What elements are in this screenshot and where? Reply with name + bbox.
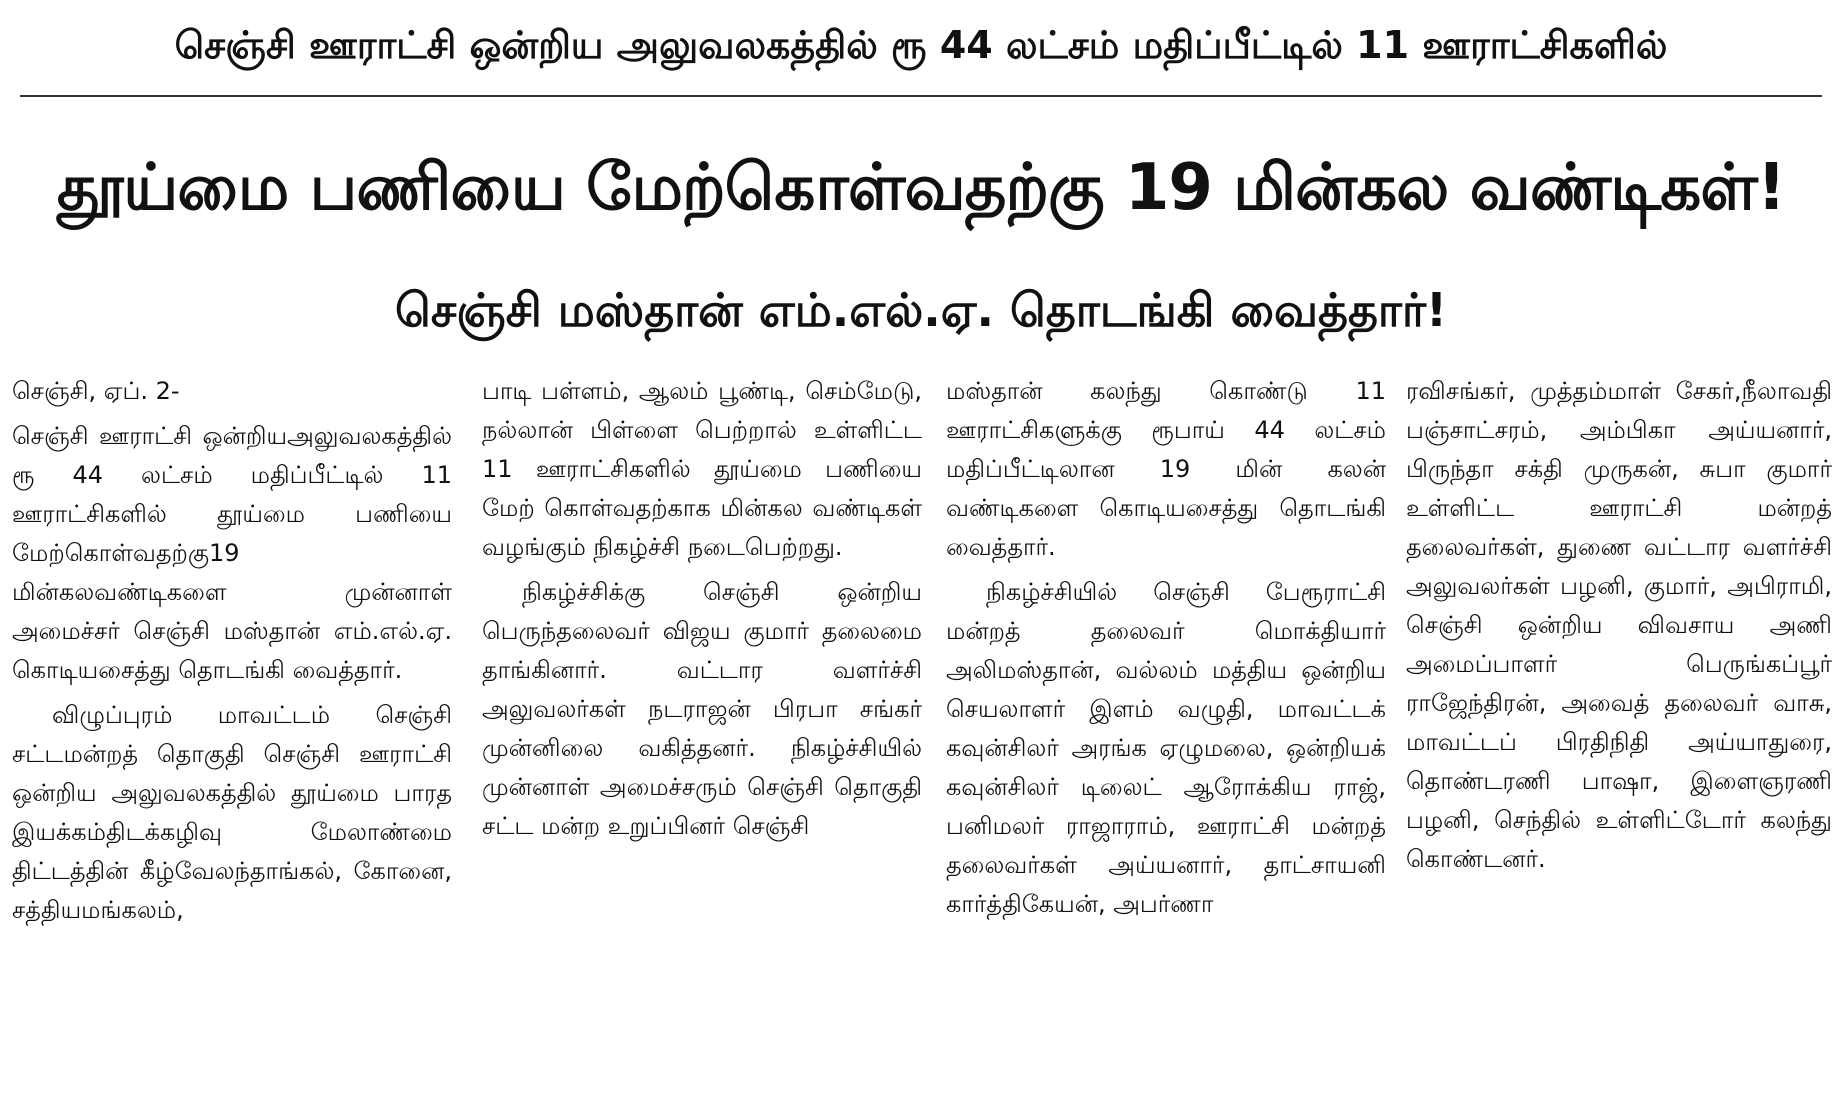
article-paragraph: ரவிசங்கர், முத்தம்மாள் சேகர்,நீலாவதி பஞ்சாட்சரம், அம்பிகா அய்யனார், பிருந்தா சக்தி முருகன், சுபா குமார் உள்ளிட்ட ஊராட்சி மன்றத் தலைவர்கள், துணை வட்டார வளர்ச்சி அலுவலர்கள் பழனி, குமார், அபிராமி, செஞ்சி ஒன்றிய விவசாய அணி அமைப்பாளர் பெருங்கப்பூர் ராஜேந்திரன், அவைத் தலைவர் வாசு, மாவட்டப் பிரதிநிதி அய்யாதுரை, தொண்டரணி பாஷா, இளைஞரணி பழனி, செந்தில் உள்ளிட்டோர் கலந்து கொண்டனர். <box>1406 377 1832 873</box>
article-paragraph: செஞ்சி ஊராட்சி ஒன்றியஅலுவலகத்தில் ரூ 44 லட்சம் மதிப்பீட்டில் 11 ஊராட்சிகளில் தூய்மை பணியை மேற்கொள்வதற்கு19 மின்கலவண்டிகளை முன்னாள் அமைச்சர் செஞ்சி மஸ்தான் எம்.எல்.ஏ. கொடியசைத்து தொடங்கி வைத்தார். <box>12 422 452 684</box>
article-paragraph: நிகழ்ச்சிக்கு செஞ்சி ஒன்றிய பெருந்தலைவர் விஜய குமார் தலைமை தாங்கினார். வட்டார வளர்ச்சி அலுவலர்கள் நடராஜன் பிரபா சங்கர் முன்னிலை வகித்தனர். நிகழ்ச்சியில் முன்னாள் அமைச்சரும் செஞ்சி தொகுதி சட்ட மன்ற உறுப்பினர் செஞ்சி <box>482 578 922 840</box>
article-subheadline: செஞ்சி மஸ்தான் எம்.எல்.ஏ. தொடங்கி வைத்தார்! <box>395 283 1447 337</box>
article-column-4 <box>1406 372 1832 1087</box>
article-column-1 <box>12 372 452 1087</box>
article-paragraph: மஸ்தான் கலந்து கொண்டு 11 ஊராட்சிகளுக்கு ரூபாய் 44 லட்சம் மதிப்பீட்டிலான 19 மின் கலன் வண்டிகளை கொடியசைத்து தொடங்கி வைத்தார். <box>946 377 1386 561</box>
article-column-3 <box>946 372 1386 1087</box>
article-paragraph: பாடி பள்ளம், ஆலம் பூண்டி, செம்மேடு, நல்லான் பிள்ளை பெற்றால் உள்ளிட்ட 11 ஊராட்சிகளில் தூய்மை பணியை மேற் கொள்வதற்காக மின்கல வண்டிகள் வழங்கும் நிகழ்ச்சி நடைபெற்றது. <box>482 377 922 561</box>
article-paragraph: விழுப்புரம் மாவட்டம் செஞ்சி சட்டமன்றத் தொகுதி செஞ்சி ஊராட்சி ஒன்றிய அலுவலகத்தில் தூய்மை பாரத இயக்கம்திடக்கழிவு மேலாண்மை திட்டத்தின் கீழ்வேலந்தாங்கல், கோனை, சத்தியமங்கலம், <box>12 701 452 924</box>
article-paragraph: நிகழ்ச்சியில் செஞ்சி பேரூராட்சி மன்றத் தலைவர் மொக்தியார் அலிமஸ்தான், வல்லம் மத்திய ஒன்றிய செயலாளர் இளம் வழுதி, மாவட்டக் கவுன்சிலர் அரங்க ஏழுமலை, ஒன்றியக் கவுன்சிலர் டிலைட் ஆரோக்கிய ராஜ், பனிமலர் ராஜாராம், ஊராட்சி மன்றத் தலைவர்கள் அய்யனார், தாட்சாயனி கார்த்திகேயன், அபர்ணா <box>946 578 1386 918</box>
article-kicker: செஞ்சி ஊராட்சி ஒன்றிய அலுவலகத்தில் ரூ 44 லட்சம் மதிப்பீட்டில் 11 ஊராட்சிகளில் <box>174 23 1668 67</box>
article-column-2 <box>482 372 922 1087</box>
article-headline: தூய்மை பணியை மேற்கொள்வதற்கு 19 மின்கல வண்டிகள்! <box>56 151 1786 225</box>
article-dateline: செஞ்சி, ஏப். 2- <box>12 377 180 405</box>
kicker-divider <box>20 95 1822 97</box>
